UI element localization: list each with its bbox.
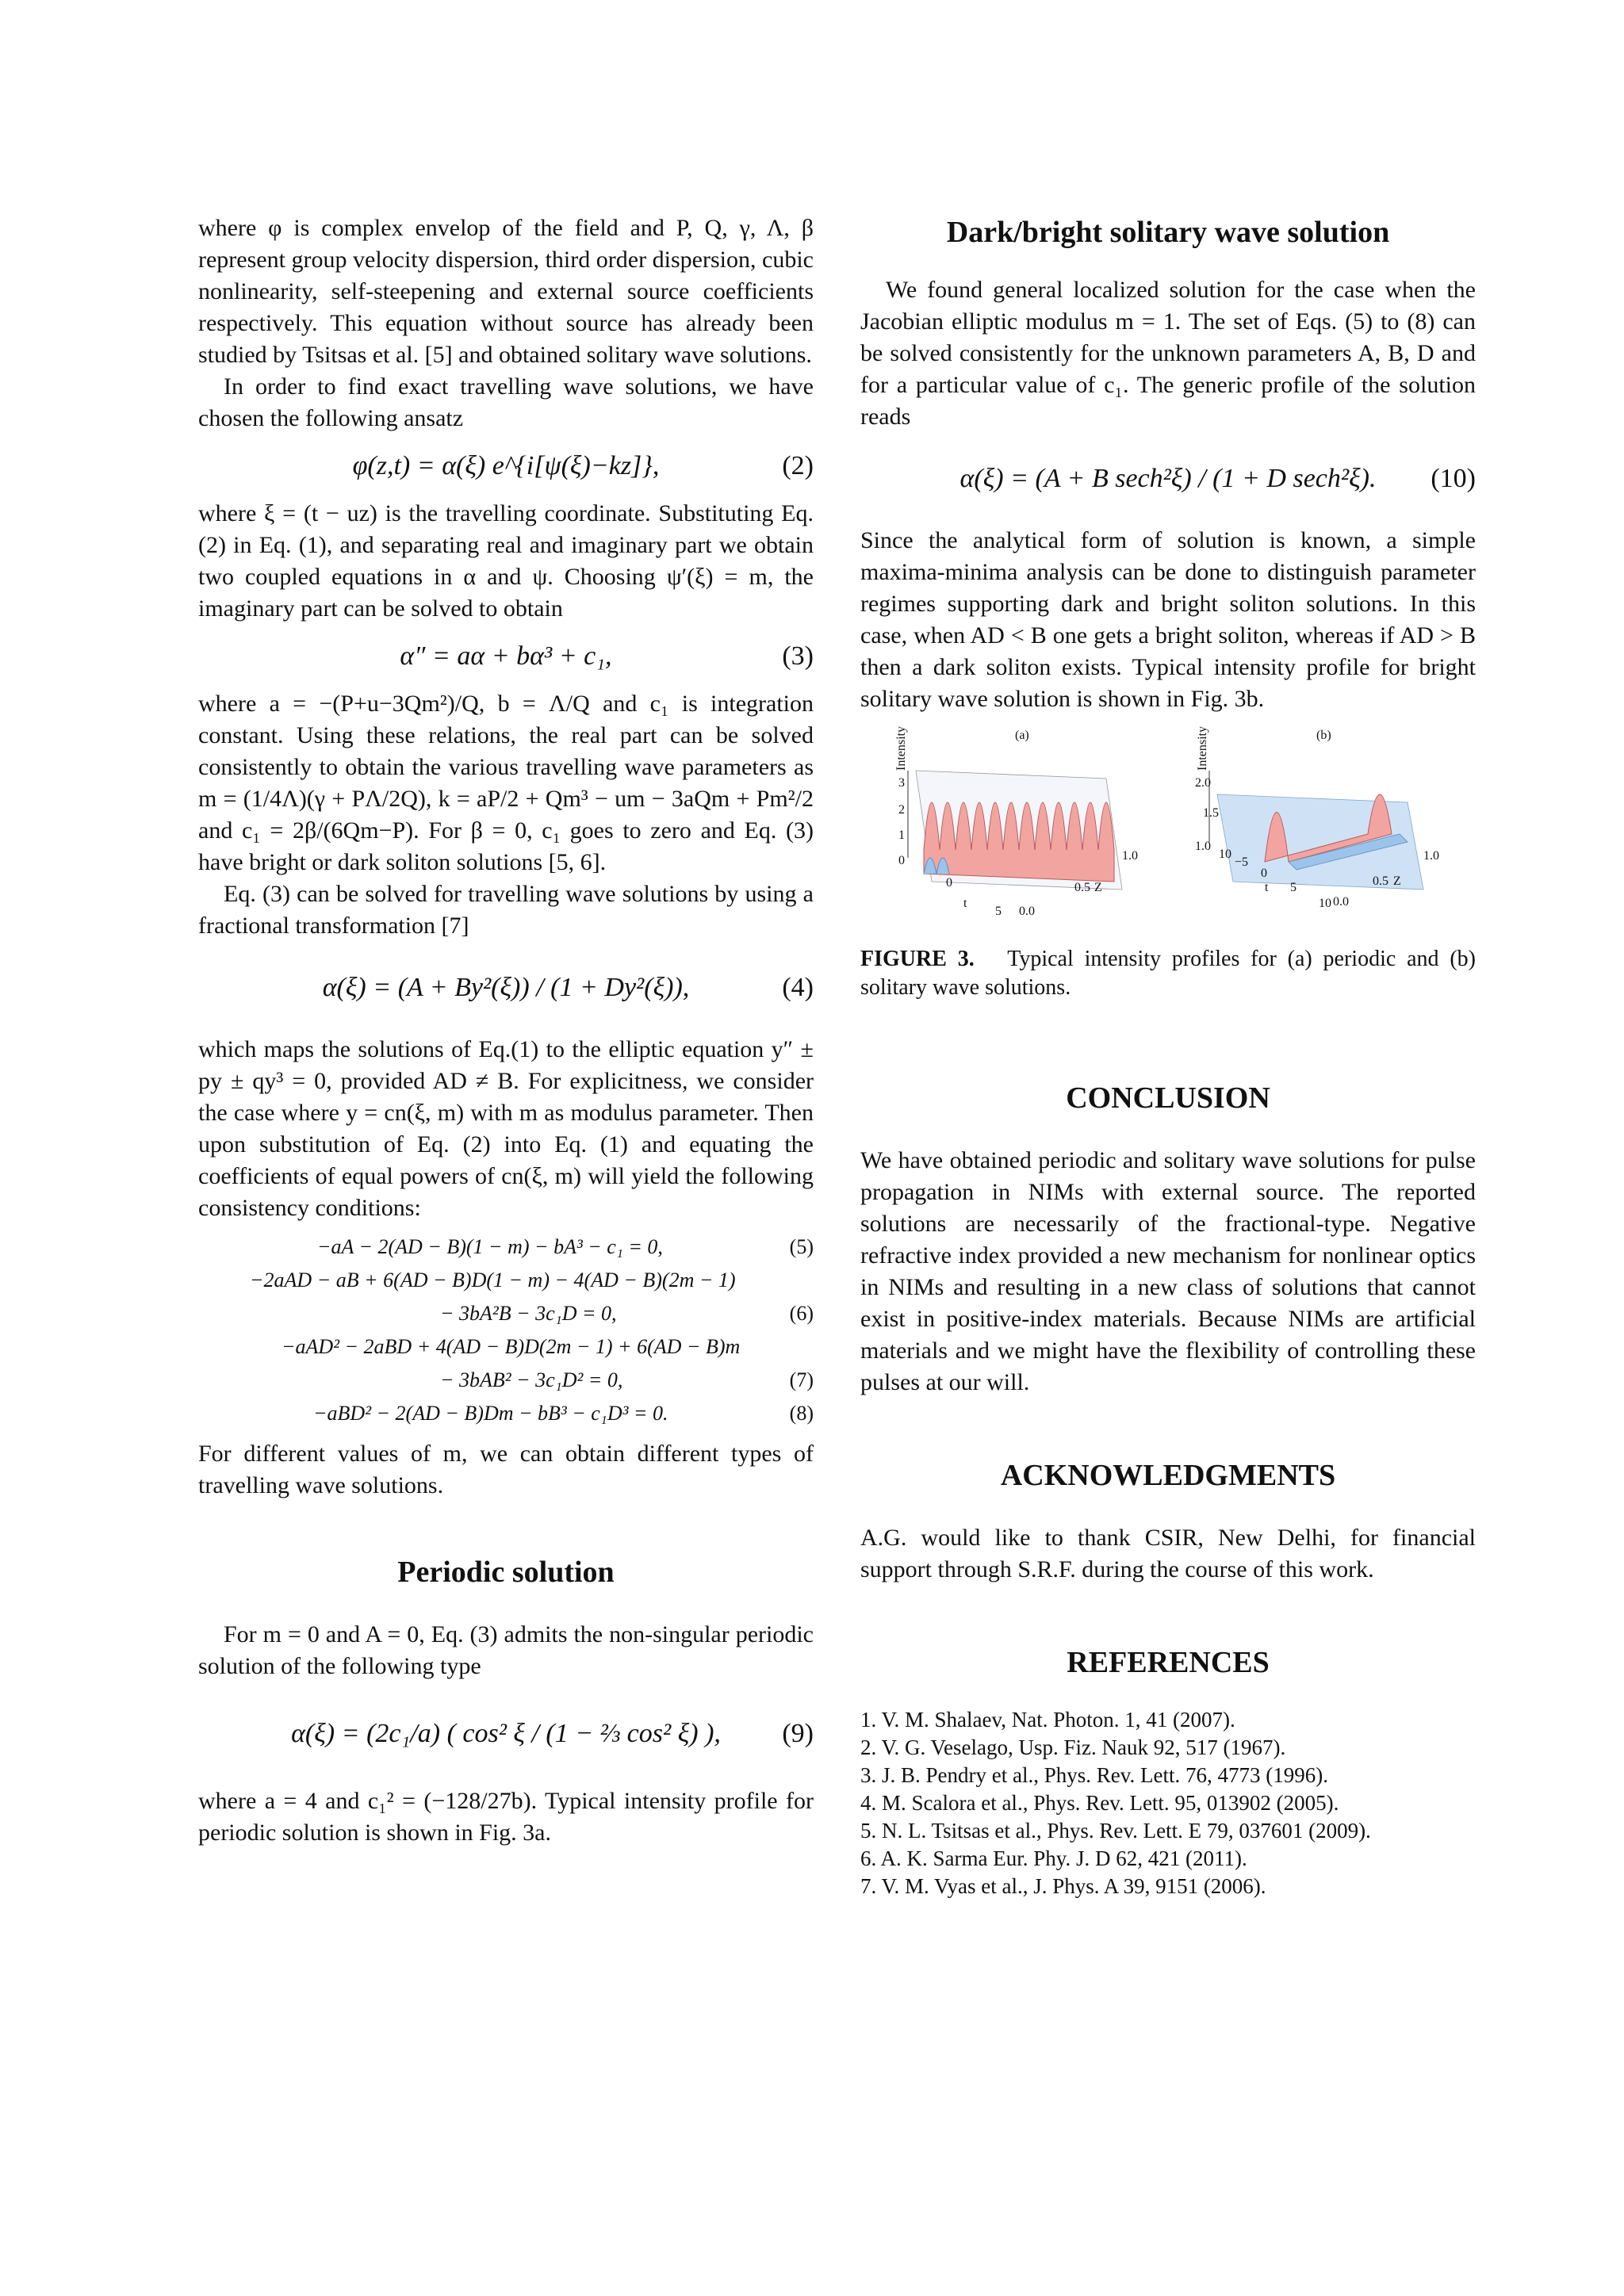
reference-item: 6. A. K. Sarma Eur. Phy. J. D 62, 421 (2011). — [860, 1846, 1247, 1870]
equation-6-line2: − 3bA²B − 3c₁D = 0, — [440, 1302, 617, 1325]
equation-5-number: (5) — [789, 1235, 814, 1258]
figure-3a-ylabel: Intensity — [894, 726, 908, 771]
reference-item: 1. V. M. Shalaev, Nat. Photon. 1, 41 (2007). — [860, 1708, 1235, 1732]
equation-3-number: (3) — [782, 641, 814, 671]
paragraph-maxima-minima: Since the analytical form of solution is known, a simple maxima-minima analysis can be done to distinguish parameter regimes supporting dark and bright soliton solutions. In this case, when AD < B one gets a bright soliton, whereas if AD > B then a dark soliton exists. Typical intensity profile for bright solitary wave solution is shown in Fig. 3b. — [860, 527, 1476, 712]
figure-3b-t-label: t — [1265, 881, 1269, 894]
figure-3a-t-label: t — [963, 897, 967, 910]
figure-3-caption-label: FIGURE 3. — [860, 947, 975, 971]
paragraph-periodic-params: where a = 4 and c₁² = (−128/27b). Typical intensity profile for periodic solution is shown in Fig. 3a. — [198, 1788, 814, 1846]
equation-8-body: −aBD² − 2(AD − B)Dm − bB³ − c₁D³ = 0. — [313, 1402, 668, 1425]
reference-item: 5. N. L. Tsitsas et al., Phys. Rev. Lett. E 79, 037601 (2009). — [860, 1819, 1371, 1843]
figure-3a-label: (a) — [1015, 729, 1029, 742]
equation-6-line1: −2aAD − aB + 6(AD − B)D(1 − m) − 4(AD − B)(2m − 1) — [250, 1269, 736, 1292]
figure-3b-ylabel: Intensity — [1196, 726, 1209, 771]
equation-5-body: −aA − 2(AD − B)(1 − m) − bA³ − c₁ = 0, — [317, 1235, 663, 1258]
figure-3 — [860, 723, 1476, 929]
figure-3a-z-label: Z — [1094, 881, 1102, 894]
paragraph-different-values: For different values of m, we can obtain different types of travelling wave solutions. — [198, 1441, 814, 1498]
paragraph-localized-solution: We found general localized solution for the case when the Jacobian elliptic modulus m = 1. The set of Eqs. (5) to (8) can be solved consistently for the unknown parameters A, B, D and for a particular value of c₁. The generic profile of the solution reads — [860, 277, 1476, 430]
equation-4-number: (4) — [782, 973, 814, 1002]
figure-3b-ytick-20: 2.0 — [1195, 776, 1211, 790]
heading-dark-bright: Dark/bright solitary wave solution — [946, 216, 1390, 249]
equation-2-body: φ(z,t) = α(ξ) e^{i[ψ(ξ)−kz]}, — [352, 451, 660, 480]
equation-9 — [198, 1690, 814, 1777]
equation-3 — [198, 633, 814, 680]
equation-7-line1: −aAD² − 2aBD + 4(AD − B)D(2m − 1) + 6(AD − B)m — [282, 1335, 741, 1358]
reference-item: 7. V. M. Vyas et al., J. Phys. A 39, 9151 (2006). — [860, 1874, 1266, 1898]
paragraph-conclusion: We have obtained periodic and solitary wave solutions for pulse propagation in NIMs with external source. The reported solutions are necessarily of the fractional-type. Negative refractive index provided a new mechanism for nonlinear optics in NIMs and resulting in a new class of solutions that cannot exist in positive-index materials. Because NIMs are artificial materials and we might have the flexibility of controlling these pulses at our will. — [860, 1147, 1476, 1395]
figure-3b-ttick-0: 0 — [1261, 867, 1267, 880]
figure-3b-z-label: Z — [1393, 874, 1401, 888]
equation-10 — [860, 441, 1476, 517]
equation-7-number: (7) — [789, 1368, 814, 1391]
paragraph-fractional-transform: Eq. (3) can be solved for travelling wave solutions by using a fractional transformation [7] — [198, 881, 814, 939]
figure-3-caption — [860, 945, 1476, 1002]
figure-3a-ttick-0: 0 — [946, 876, 952, 890]
section-acknowledgments — [860, 1456, 1476, 1495]
figure-3b-ttick-10: 10 — [1319, 897, 1331, 910]
periodic-surface-graphic — [884, 723, 1162, 921]
equation-4 — [198, 950, 814, 1026]
left-column — [198, 212, 814, 1849]
figure-3b-ttick-neg5: −5 — [1235, 855, 1249, 869]
figure-3a-ytick-1: 1 — [898, 828, 905, 842]
equation-3-body: α″ = aα + bα³ + c₁, — [400, 641, 612, 671]
equation-9-body: α(ξ) = (2c₁/a) ( cos² ξ / (1 − ⅔ cos² ξ) ), — [291, 1719, 721, 1748]
equation-10-body: α(ξ) = (A + B sech²ξ) / (1 + D sech²ξ). — [959, 464, 1377, 493]
figure-3b-ztick-0: 0.0 — [1333, 895, 1349, 909]
paragraph-elliptic-mapping: which maps the solutions of Eq.(1) to the elliptic equation y″ ± py ± qy³ = 0, provided AD ≠ B. For explicitness, we consider the case where y = cn(ξ, m) with m as modulus parameter. Then upon substitution of Eq. (2) into Eq. (1) and equating the coefficients of equal powers of cn(ξ, m) will yield the following consistency conditions: — [198, 1036, 814, 1221]
paragraph-periodic-intro: For m = 0 and A = 0, Eq. (3) admits the non-singular periodic solution of the following type — [198, 1621, 814, 1679]
heading-conclusion: CONCLUSION — [1066, 1081, 1270, 1115]
equation-9-number: (9) — [782, 1719, 814, 1748]
reference-item: 3. J. B. Pendry et al., Phys. Rev. Lett. 76, 4773 (1996). — [860, 1763, 1328, 1787]
figure-3a-ztick-0: 0.0 — [1019, 905, 1035, 918]
reference-item: 4. M. Scalora et al., Phys. Rev. Lett. 95, 013902 (2005). — [860, 1791, 1339, 1815]
section-references — [860, 1643, 1476, 1682]
equation-10-number: (10) — [1431, 464, 1476, 493]
equation-2 — [198, 442, 814, 490]
equation-8-number: (8) — [789, 1402, 814, 1425]
figure-3a-ztick-05: 0.5 — [1074, 881, 1090, 894]
section-periodic — [198, 1552, 814, 1592]
figure-3b-ztick-1: 1.0 — [1423, 849, 1439, 863]
figure-3b-label: (b) — [1316, 729, 1331, 742]
paragraph-parameters: where a = −(P+u−3Qm²)/Q, b = Λ/Q and c₁ is integration constant. Using these relations, the real part can be solved consistently to obtain the various travelling wave parameters as m = (1/4Λ)(γ + PΛ/2Q), k = aP/2 + Qm³ − um − 3aQm + Pm²/2 and c₁ = 2β/(6Qm−P). For β = 0, c₁ goes to zero and Eq. (3) have bright or dark soliton solutions [5, 6]. — [198, 691, 814, 875]
equation-6-number: (6) — [789, 1302, 814, 1325]
equation-2-number: (2) — [782, 451, 814, 480]
heading-references: REFERENCES — [1067, 1646, 1270, 1679]
figure-3a-ttick-5: 5 — [995, 905, 1002, 918]
consistency-equations — [198, 1230, 814, 1430]
figure-3b-ytick-15: 1.5 — [1203, 806, 1219, 820]
paragraph-acknowledgments: A.G. would like to thank CSIR, New Delhi, for financial support through S.R.F. during the course of this work. — [860, 1525, 1476, 1582]
right-column — [860, 212, 1476, 1900]
figure-3a-plot — [884, 723, 1162, 921]
figure-3b-ttick-neg10: 10 — [1219, 848, 1231, 861]
equation-4-body: α(ξ) = (A + By²(ξ)) / (1 + Dy²(ξ)), — [322, 973, 690, 1002]
paragraph-source-coefficients: where φ is complex envelop of the field and P, Q, γ, Λ, β represent group velocity dispersion, third order dispersion, cubic nonlinearity, self-steepening and external source coefficients respectively. This equation without source has already been studied by Tsitsas et al. [5] and obtained solitary wave solutions. — [198, 215, 814, 368]
figure-3b-plot — [1185, 723, 1463, 921]
figure-3a-ztick-1: 1.0 — [1122, 849, 1138, 863]
figure-3b-ytick-10: 1.0 — [1195, 840, 1211, 853]
section-conclusion — [860, 1078, 1476, 1118]
paragraph-ansatz-intro: In order to find exact travelling wave solutions, we have chosen the following ansatz — [198, 373, 814, 431]
reference-list — [860, 1706, 1476, 1900]
heading-periodic-solution: Periodic solution — [397, 1556, 615, 1589]
heading-acknowledgments: ACKNOWLEDGMENTS — [1000, 1459, 1336, 1492]
equation-7-line2: − 3bAB² − 3c₁D² = 0, — [440, 1368, 623, 1391]
paragraph-travelling-coordinate: where ξ = (t − uz) is the travelling coordinate. Substituting Eq. (2) in Eq. (1), and separating real and imaginary part we obtain two coupled equations in α and ψ. Choosing ψ′(ξ) = m, the imaginary part can be solved to obtain — [198, 500, 814, 622]
figure-3a-ytick-2: 2 — [898, 803, 905, 817]
figure-3a-ytick-3: 3 — [898, 776, 905, 790]
figure-3-caption-text: Typical intensity profiles for (a) periodic and (b) solitary wave solutions. — [860, 947, 1476, 1000]
figure-3a-ytick-0: 0 — [898, 854, 905, 867]
figure-3b-ttick-5: 5 — [1290, 881, 1297, 894]
reference-item: 2. V. G. Veselago, Usp. Fiz. Nauk 92, 517 (1967). — [860, 1735, 1286, 1759]
figure-3b-ztick-05: 0.5 — [1373, 874, 1388, 888]
